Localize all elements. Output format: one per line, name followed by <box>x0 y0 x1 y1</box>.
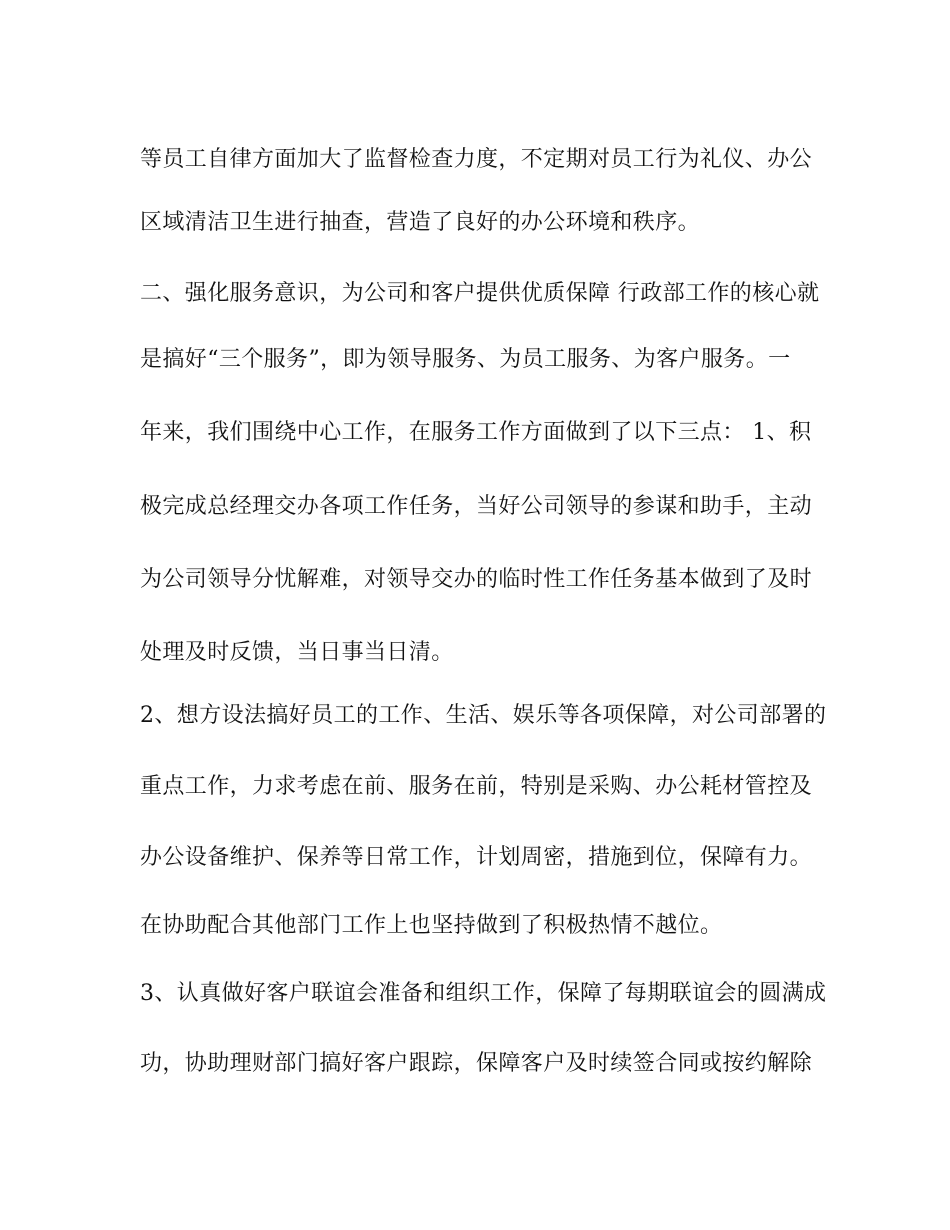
text-line: 为公司领导分忧解难，对领导交办的临时性工作任务基本做到了及时 <box>140 567 813 592</box>
list-item-line: 3、认真做好客户联谊会准备和组织工作，保障了每期联谊会的圆满成 <box>140 981 827 1006</box>
text-line: 等员工自律方面加大了监督检查力度，不定期对员工行为礼仪、办公 <box>140 147 813 172</box>
text-line: 区域清洁卫生进行抽查，营造了良好的办公环境和秩序。 <box>140 210 701 235</box>
list-item-line: 2、想方设法搞好员工的工作、生活、娱乐等各项保障，对公司部署的 <box>140 703 827 728</box>
text-line: 在协助配合其他部门工作上也坚持做到了积极热情不越位。 <box>140 913 723 938</box>
text-line: 处理及时反馈，当日事当日清。 <box>140 640 454 665</box>
section-heading-line: 二、强化服务意识，为公司和客户提供优质保障 行政部工作的核心就 <box>140 281 820 306</box>
text-line: 重点工作，力求考虑在前、服务在前，特别是采购、办公耗材管控及 <box>140 774 813 799</box>
text-line: 功，协助理财部门搞好客户跟踪，保障客户及时续签合同或按约解除 <box>140 1051 813 1076</box>
text-line: 年来，我们围绕中心工作，在服务工作方面做到了以下三点： 1、积 <box>140 420 812 445</box>
text-line: 是搞好“三个服务”，即为领导服务、为员工服务、为客户服务。一 <box>140 347 791 372</box>
text-line: 极完成总经理交办各项工作任务，当好公司领导的参谋和助手，主动 <box>140 494 813 519</box>
text-line: 办公设备维护、保养等日常工作，计划周密，措施到位，保障有力。 <box>140 845 813 870</box>
